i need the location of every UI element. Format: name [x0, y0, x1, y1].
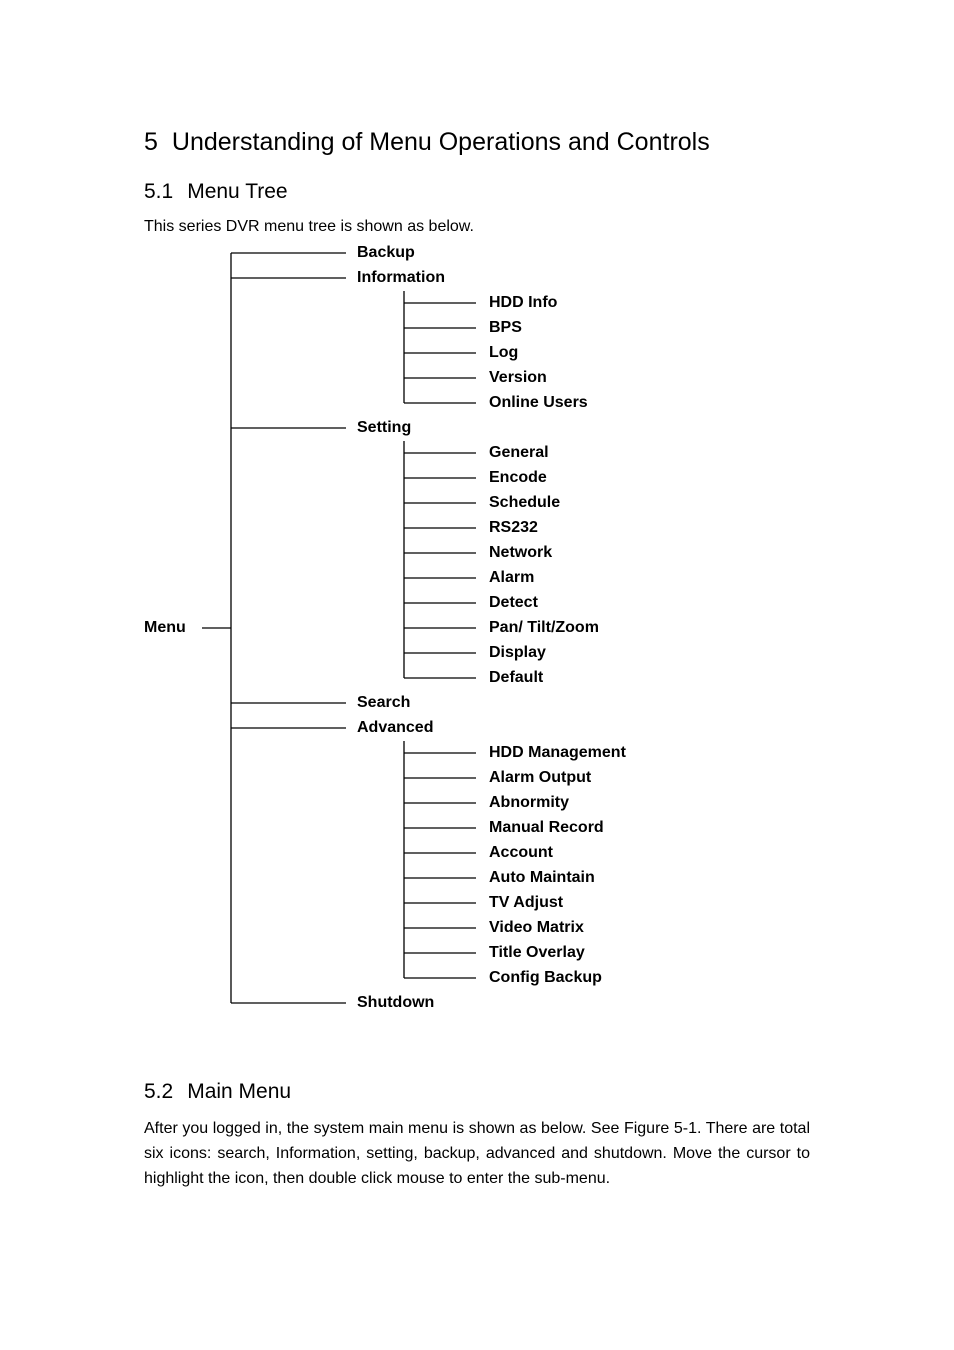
menu-branch-backup: Backup — [357, 244, 415, 261]
menu-tree-intro: This series DVR menu tree is shown as below. — [144, 218, 474, 235]
menu-item-detect: Detect — [489, 594, 538, 611]
menu-branch-setting: Setting — [357, 419, 412, 436]
menu-item-hdd-management: HDD Management — [489, 744, 626, 761]
menu-item-online-users: Online Users — [489, 394, 588, 411]
section-number: 5.1 — [144, 180, 174, 203]
menu-branch-search: Search — [357, 694, 411, 711]
menu-item-manual-record: Manual Record — [489, 819, 604, 836]
menu-item-auto-maintain: Auto Maintain — [489, 869, 595, 886]
menu-item-version: Version — [489, 369, 547, 386]
menu-item-config-backup: Config Backup — [489, 969, 602, 986]
menu-item-title-overlay: Title Overlay — [489, 944, 585, 961]
menu-item-abnormity: Abnormity — [489, 794, 569, 811]
menu-item-hdd-info: HDD Info — [489, 294, 558, 311]
section-title: Menu Tree — [187, 180, 288, 203]
section-number: 5.2 — [144, 1080, 174, 1103]
menu-item-general: General — [489, 444, 549, 461]
chapter-number: 5 — [144, 128, 158, 156]
menu-item-tv-adjust: TV Adjust — [489, 894, 564, 911]
menu-branch-advanced: Advanced — [357, 719, 434, 736]
menu-item-account: Account — [489, 844, 553, 861]
menu-item-bps: BPS — [489, 319, 522, 336]
section-heading-main-menu — [144, 1078, 291, 1106]
menu-item-log: Log — [489, 344, 519, 361]
menu-item-pan-tilt-zoom: Pan/ Tilt/Zoom — [489, 619, 599, 636]
menu-root: Menu — [144, 619, 186, 636]
menu-item-video-matrix: Video Matrix — [489, 919, 584, 936]
menu-item-schedule: Schedule — [489, 494, 561, 511]
menu-branch-shutdown: Shutdown — [357, 994, 435, 1011]
menu-item-display: Display — [489, 644, 546, 661]
menu-branch-information: Information — [357, 269, 445, 286]
chapter-title: Understanding of Menu Operations and Controls — [171, 128, 710, 156]
menu-item-rs232: RS232 — [489, 519, 538, 536]
menu-item-alarm: Alarm — [489, 569, 535, 586]
main-menu-paragraph: After you logged in, the system main menu is shown as below. See Figure 5-1. There are total six icons: search, Information, setting, backup, advanced and shutdown. Move the cursor to highlight the icon, then double click mouse to enter the sub-menu. — [144, 1120, 810, 1187]
section-title: Main Menu — [187, 1080, 292, 1103]
menu-item-default: Default — [489, 669, 544, 686]
menu-item-alarm-output: Alarm Output — [489, 769, 592, 786]
menu-item-network: Network — [489, 544, 553, 561]
menu-item-encode: Encode — [489, 469, 547, 486]
